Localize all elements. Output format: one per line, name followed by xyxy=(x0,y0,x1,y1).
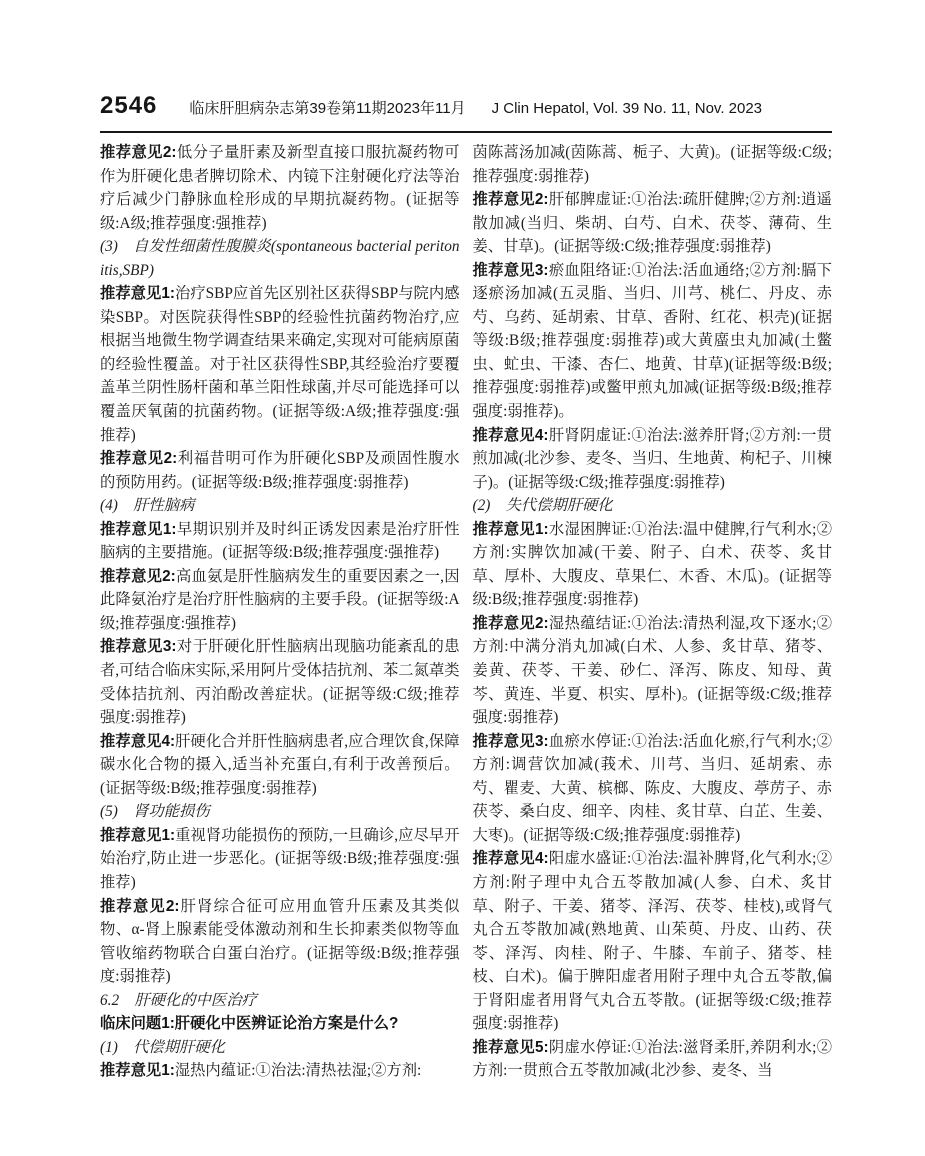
page-header xyxy=(100,92,832,120)
recommendation-paragraph xyxy=(100,635,460,729)
recommendation-lead-label: 推荐意见3: xyxy=(472,261,549,279)
section-heading xyxy=(473,494,833,518)
recommendation-lead-label: 推荐意见2: xyxy=(100,567,176,585)
journal-title-chinese: 临床肝胆病杂志第39卷第11期2023年11月 xyxy=(189,100,466,117)
paragraph-text: 6.2 肝硬化的中医治疗 xyxy=(100,991,257,1009)
paragraph-text: 重视肾功能损伤的预防,一旦确诊,应尽早开始治疗,防止进一步恶化。(证据等级:B级;推荐强度:强推荐) xyxy=(100,826,460,891)
right-column xyxy=(473,141,833,1083)
recommendation-lead-label: 推荐意见1: xyxy=(100,1062,175,1080)
recommendation-lead-label: 推荐意见4: xyxy=(100,732,176,750)
recommendation-paragraph xyxy=(473,1036,833,1083)
recommendation-paragraph xyxy=(100,565,460,636)
section-heading xyxy=(100,989,460,1013)
paragraph-text: (4) 肝性脑病 xyxy=(100,497,195,515)
paragraph-text: 对于肝硬化肝性脑病出现脑功能紊乱的患者,可结合临床实际,采用阿片受体拮抗剂、苯二氮䓬类受体拮抗剂、丙泊酚改善症状。(证据等级:C级;推荐强度:弱推荐) xyxy=(100,638,460,727)
recommendation-lead-label: 推荐意见2: xyxy=(100,897,180,915)
two-column-body xyxy=(100,141,832,1083)
recommendation-lead-label: 推荐意见4: xyxy=(472,850,549,868)
recommendation-lead-label: 推荐意见3: xyxy=(472,732,549,750)
recommendation-lead-label: 推荐意见1: xyxy=(100,826,176,844)
recommendation-paragraph xyxy=(473,612,833,730)
journal-title-english: J Clin Hepatol, Vol. 39 No. 11, Nov. 2023 xyxy=(491,100,763,117)
clinical-question xyxy=(100,1012,460,1036)
recommendation-paragraph xyxy=(473,259,833,424)
paragraph-text: (3) 自发性细菌性腹膜炎(spontaneous bacterial peritonitis,SBP) xyxy=(100,238,460,279)
paragraph-text: 治疗SBP应首先区别社区获得SBP与院内感染SBP。对医院获得性SBP的经验性抗菌药物治疗,应根据当地微生物学调查结果来确定,实现对可能病原菌的经验性覆盖。对于社区获得性SBP,其经验治疗要覆盖革兰阴性肠杆菌和革兰阳性球菌,并尽可能选择可以覆盖厌氧菌的抗菌药物。(证据等级:A级;推荐强度:强推荐) xyxy=(100,285,460,444)
paragraph-text: 早期识别并及时纠正诱发因素是治疗肝性脑病的主要措施。(证据等级:B级;推荐强度:强推荐) xyxy=(100,520,460,562)
recommendation-paragraph xyxy=(100,282,460,447)
paragraph-text: 高血氨是肝性脑病发生的重要因素之一,因此降氨治疗是治疗肝性脑病的主要手段。(证据等级:A级;推荐强度:强推荐) xyxy=(100,567,460,632)
recommendation-paragraph xyxy=(100,824,460,895)
left-column xyxy=(100,141,460,1083)
recommendation-lead-label: 推荐意见1: xyxy=(100,285,175,303)
page-number: 2546 xyxy=(100,92,158,119)
paragraph-text: 利福昔明可作为肝硬化SBP及顽固性腹水的预防用药。(证据等级:B级;推荐强度:弱推荐) xyxy=(100,450,460,491)
section-heading xyxy=(100,1036,460,1060)
header-divider-rule xyxy=(100,131,832,133)
recommendation-lead-label: 推荐意见3: xyxy=(100,638,177,656)
paragraph-text: 血瘀水停证:①治法:活血化瘀,行气利水;②方剂:调营饮加减(莪术、川芎、当归、延胡索、赤芍、瞿麦、大黄、槟榔、陈皮、大腹皮、葶苈子、赤茯苓、桑白皮、细辛、肉桂、炙甘草、白芷、生姜、大枣)。(证据等级:C级;推荐强度:弱推荐) xyxy=(472,732,833,844)
section-heading xyxy=(100,800,460,824)
paragraph-text: (5) 肾功能损伤 xyxy=(100,803,210,821)
recommendation-paragraph xyxy=(473,518,833,612)
paragraph-text: 阳虚水盛证:①治法:温补脾肾,化气利水;②方剂:附子理中丸合五苓散加减(人参、白术、炙甘草、附子、干姜、猪苓、泽泻、茯苓、桂枝),或肾气丸合五苓散加减(熟地黄、山茱萸、丹皮、山药、茯苓、泽泻、肉桂、附子、牛膝、车前子、猪苓、桂枝、白术)。偏于脾阳虚者用附子理中丸合五苓散,偏于肾阳虚者用肾气丸合五苓散。(证据等级:C级;推荐强度:弱推荐) xyxy=(472,850,833,1033)
recommendation-paragraph xyxy=(100,141,460,235)
paragraph-text: 临床问题1:肝硬化中医辨证论治方案是什么? xyxy=(100,1015,399,1033)
recommendation-lead-label: 推荐意见2: xyxy=(100,144,177,161)
paragraph-text: 湿热内蕴证:①治法:清热祛湿;②方剂: xyxy=(174,1062,422,1080)
paragraph-text: 肝肾阴虚证:①治法:滋养肝肾;②方剂:一贯煎加减(北沙参、麦冬、当归、生地黄、枸杞子、川楝子)。(证据等级:C级;推荐强度:弱推荐) xyxy=(472,426,832,491)
recommendation-lead-label: 推荐意见4: xyxy=(472,426,549,444)
paragraph-text: 阴虚水停证:①治法:滋肾柔肝,养阴利水;②方剂:一贯煎合五苓散加减(北沙参、麦冬、当 xyxy=(472,1038,833,1080)
recommendation-paragraph xyxy=(473,730,833,848)
continuation-paragraph xyxy=(473,141,833,188)
recommendation-paragraph xyxy=(473,188,833,259)
section-heading xyxy=(100,494,460,518)
recommendation-paragraph xyxy=(473,424,833,495)
recommendation-lead-label: 推荐意见2: xyxy=(472,191,549,209)
recommendation-lead-label: 推荐意见1: xyxy=(472,520,549,538)
recommendation-lead-label: 推荐意见2: xyxy=(100,450,178,468)
paragraph-text: (1) 代偿期肝硬化 xyxy=(100,1038,225,1056)
paragraph-text: 肝硬化合并肝性脑病患者,应合理饮食,保障碳水化合物的摄入,适当补充蛋白,有利于改善预后。(证据等级:B级;推荐强度:弱推荐) xyxy=(100,732,460,797)
paragraph-text: 低分子量肝素及新型直接口服抗凝药物可作为肝硬化患者脾切除术、内镜下注射硬化疗法等治疗后减少门静脉血栓形成的早期抗凝药物。(证据等级:A级;推荐强度:强推荐) xyxy=(100,144,460,232)
recommendation-paragraph xyxy=(473,847,833,1035)
recommendation-paragraph xyxy=(100,1059,460,1083)
recommendation-paragraph xyxy=(100,730,460,801)
recommendation-paragraph xyxy=(100,895,460,989)
paragraph-text: (2) 失代偿期肝硬化 xyxy=(472,497,613,515)
paragraph-text: 水湿困脾证:①治法:温中健脾,行气利水;②方剂:实脾饮加减(干姜、附子、白术、茯苓、炙甘草、厚朴、大腹皮、草果仁、木香、木瓜)。(证据等级:B级;推荐强度:弱推荐) xyxy=(472,520,833,609)
recommendation-paragraph xyxy=(100,447,460,494)
recommendation-lead-label: 推荐意见1: xyxy=(100,520,177,538)
recommendation-lead-label: 推荐意见2: xyxy=(472,614,549,632)
section-heading xyxy=(100,235,460,282)
paragraph-text: 肝肾综合征可应用血管升压素及其类似物、α-肾上腺素能受体激动剂和生长抑素类似物等血管收缩药物联合白蛋白治疗。(证据等级:B级;推荐强度:弱推荐) xyxy=(100,897,460,986)
paragraph-text: 肝郁脾虚证:①治法:疏肝健脾;②方剂:逍遥散加减(当归、柴胡、白芍、白术、茯苓、薄荷、生姜、甘草)。(证据等级:C级;推荐强度:弱推荐) xyxy=(472,191,832,256)
recommendation-paragraph xyxy=(100,518,460,565)
paragraph-text: 瘀血阻络证:①治法:活血通络;②方剂:膈下逐瘀汤加减(五灵脂、当归、川芎、桃仁、丹皮、赤芍、乌药、延胡索、甘草、香附、红花、枳壳)(证据等级:B级;推荐强度:弱推荐)或大黄䗪虫丸加减(土鳖虫、虻虫、干漆、杏仁、地黄、甘草)(证据等级:B级;推荐强度:弱推荐)或鳖甲煎丸加减(证据等级:B级;推荐强度:弱推荐)。 xyxy=(472,261,832,421)
recommendation-lead-label: 推荐意见5: xyxy=(472,1038,549,1056)
paragraph-text: 茵陈蒿汤加减(茵陈蒿、栀子、大黄)。(证据等级:C级;推荐强度:弱推荐) xyxy=(472,144,832,185)
paragraph-text: 湿热蕴结证:①治法:清热利湿,攻下逐水;②方剂:中满分消丸加减(白术、人参、炙甘草、猪苓、姜黄、茯苓、干姜、砂仁、泽泻、陈皮、知母、黄芩、黄连、半夏、枳实、厚朴)。(证据等级:C级;推荐强度:弱推荐) xyxy=(472,614,833,727)
